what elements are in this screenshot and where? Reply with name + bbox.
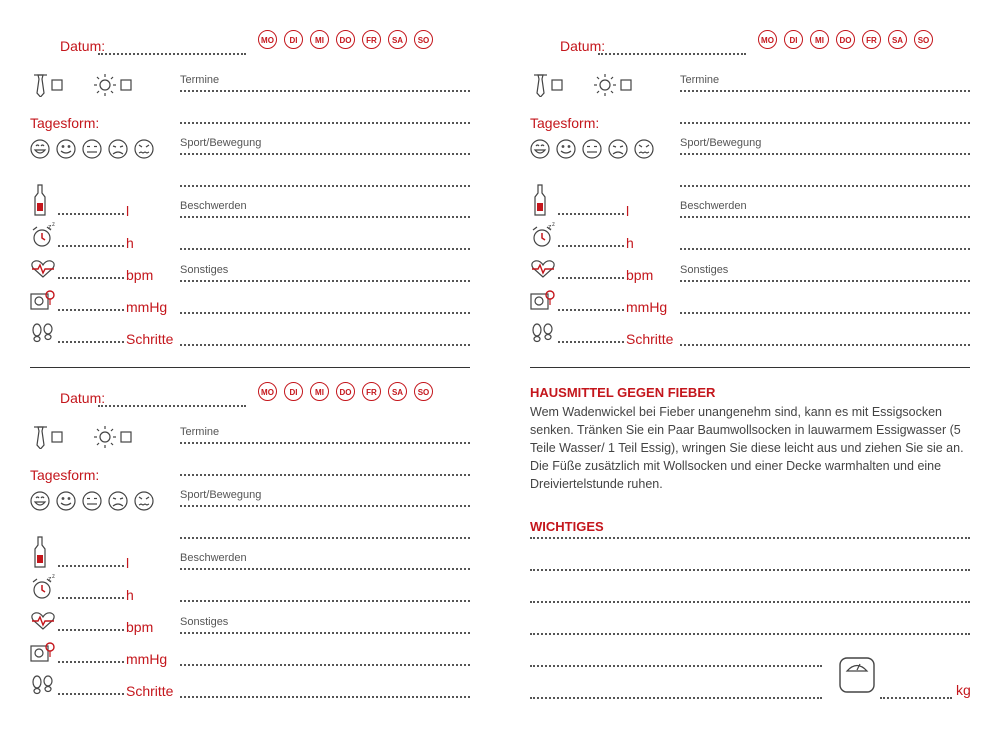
alarm-clock-sleep-icon [30, 221, 58, 249]
other-line-1[interactable] [180, 632, 470, 634]
blood-pressure-field[interactable] [58, 661, 124, 663]
mood-label: Tagesform: [530, 115, 600, 131]
steps-unit: Schritte [126, 331, 174, 347]
liters-unit: l [626, 203, 630, 219]
weekday-sa[interactable]: SA [888, 30, 907, 49]
work-day-icon [529, 73, 565, 97]
water-field[interactable] [58, 213, 124, 215]
weekday-di[interactable]: DI [284, 382, 303, 401]
weekday-so[interactable]: SO [414, 382, 433, 401]
bpm-unit: bpm [126, 619, 154, 635]
appointments-line-1[interactable] [180, 90, 470, 92]
svg-text:z: z [48, 224, 52, 231]
alarm-clock-sleep-icon [30, 573, 58, 601]
date-label: Datum: [60, 38, 106, 54]
kg-unit: kg [956, 682, 971, 698]
tip-text: Wem Wadenwickel bei Fieber unangenehm sind, kann es mit Essigsocken senken. Tränken Sie ein Paar Baumwollsocken in lauwarmem Essigwasser (5 Teile Wasser/ 1 Teil Essig), wringen Sie diese leicht aus und ziehen Sie sie an. Die Füße zusätzlich mit Wollsocken und einer Decke warmhalten und eine Dreiviertelstunde ruhen. [530, 405, 964, 491]
free-day-sun-icon [93, 425, 133, 449]
other-line-2[interactable] [680, 312, 970, 314]
free-day-sun-icon [593, 73, 633, 97]
heart-rate-icon [30, 259, 56, 279]
steps-field[interactable] [58, 693, 124, 695]
svg-text:z: z [52, 574, 55, 580]
steps-unit: Schritte [626, 331, 674, 347]
sport-label: Sport/Bewegung [680, 137, 762, 149]
notes-line-4[interactable] [530, 633, 970, 635]
steps-field[interactable] [58, 341, 124, 343]
liters-unit: l [126, 555, 130, 571]
blood-pressure-icon [30, 289, 56, 311]
mmhg-unit: mmHg [126, 651, 168, 667]
notes-line-6[interactable] [530, 697, 822, 699]
pulse-field[interactable] [558, 277, 624, 279]
svg-text:z: z [548, 224, 552, 231]
notes-line-2[interactable] [530, 569, 970, 571]
notes-line-1[interactable] [530, 537, 970, 539]
weekday-mi[interactable]: MI [810, 30, 829, 49]
weekday-di[interactable]: DI [284, 30, 303, 49]
sleep-field[interactable] [558, 245, 624, 247]
work-day-icon [29, 425, 65, 449]
weekday-so[interactable]: SO [414, 30, 433, 49]
appointments-line-1[interactable] [180, 442, 470, 444]
complaints-line-1[interactable] [680, 216, 970, 218]
water-bottle-icon [30, 535, 50, 569]
date-label: Datum: [60, 390, 106, 406]
other-label: Sonstiges [180, 616, 229, 628]
weekday-do[interactable]: DO [336, 382, 355, 401]
appointments-line-2[interactable] [180, 122, 470, 124]
mmhg-unit: mmHg [626, 299, 668, 315]
alarm-clock-sleep-icon [530, 221, 558, 249]
date-field[interactable] [98, 405, 246, 407]
appointments-line-1[interactable] [680, 90, 970, 92]
complaints-line-1[interactable] [180, 568, 470, 570]
other-line-3[interactable] [180, 696, 470, 698]
weekday-mo[interactable]: MO [758, 30, 777, 49]
complaints-label: Beschwerden [180, 552, 247, 564]
steps-unit: Schritte [126, 683, 174, 699]
appointments-line-2[interactable] [180, 474, 470, 476]
weight-field[interactable] [880, 697, 952, 699]
mood-label: Tagesform: [30, 115, 100, 131]
sport-label: Sport/Bewegung [180, 137, 262, 149]
other-line-3[interactable] [180, 344, 470, 346]
free-day-sun-icon [93, 73, 133, 97]
weekday-mo[interactable]: MO [258, 30, 277, 49]
other-label: Sonstiges [180, 264, 229, 276]
sleep-field[interactable] [58, 597, 124, 599]
mood-faces[interactable] [30, 490, 160, 512]
water-bottle-icon [530, 183, 550, 217]
notes-line-3[interactable] [530, 601, 970, 603]
svg-text:z: z [48, 576, 52, 583]
mmhg-unit: mmHg [126, 299, 168, 315]
blood-pressure-icon [530, 289, 556, 311]
weekday-do[interactable]: DO [836, 30, 855, 49]
other-line-3[interactable] [680, 344, 970, 346]
entry-divider [30, 367, 470, 368]
weekday-mo[interactable]: MO [258, 382, 277, 401]
blood-pressure-field[interactable] [558, 309, 624, 311]
heart-rate-icon [30, 611, 56, 631]
pulse-field[interactable] [58, 277, 124, 279]
mood-faces[interactable] [530, 138, 660, 160]
diary-entry-1 [30, 33, 470, 363]
footsteps-icon [530, 323, 556, 343]
pulse-field[interactable] [58, 629, 124, 631]
mood-faces[interactable] [30, 138, 160, 160]
other-line-1[interactable] [180, 280, 470, 282]
water-bottle-icon [30, 183, 50, 217]
appointments-label: Termine [680, 74, 720, 86]
notes-line-5[interactable] [530, 665, 822, 667]
scale-icon [838, 656, 876, 694]
blood-pressure-icon [30, 641, 56, 663]
bpm-unit: bpm [126, 267, 154, 283]
weekday-fr[interactable]: FR [862, 30, 881, 49]
other-label: Sonstiges [680, 264, 729, 276]
complaints-line-2[interactable] [180, 248, 470, 250]
date-field[interactable] [598, 53, 746, 55]
weekday-mi[interactable]: MI [310, 30, 329, 49]
tip-title: HAUSMITTEL GEGEN FIEBER [530, 385, 716, 400]
work-day-icon [29, 73, 65, 97]
svg-text:z: z [552, 222, 555, 228]
weekday-sa[interactable]: SA [388, 382, 407, 401]
hours-unit: h [126, 235, 134, 251]
weekday-di[interactable]: DI [784, 30, 803, 49]
complaints-label: Beschwerden [180, 200, 247, 212]
weekday-so[interactable]: SO [914, 30, 933, 49]
footsteps-icon [30, 323, 56, 343]
sleep-field[interactable] [58, 245, 124, 247]
weekday-do[interactable]: DO [336, 30, 355, 49]
water-field[interactable] [558, 213, 624, 215]
hours-unit: h [126, 587, 134, 603]
weekday-mi[interactable]: MI [310, 382, 329, 401]
complaints-line-2[interactable] [180, 600, 470, 602]
date-label: Datum: [560, 38, 606, 54]
complaints-line-2[interactable] [680, 248, 970, 250]
complaints-line-1[interactable] [180, 216, 470, 218]
water-field[interactable] [58, 565, 124, 567]
appointments-label: Termine [180, 74, 220, 86]
other-line-2[interactable] [180, 664, 470, 666]
steps-field[interactable] [558, 341, 624, 343]
sport-line-2[interactable] [680, 185, 970, 187]
weekday-fr[interactable]: FR [362, 382, 381, 401]
footsteps-icon [30, 675, 56, 695]
other-line-2[interactable] [180, 312, 470, 314]
liters-unit: l [126, 203, 130, 219]
sport-line-1[interactable] [180, 153, 470, 155]
sport-line-2[interactable] [180, 537, 470, 539]
appointments-line-2[interactable] [680, 122, 970, 124]
heart-rate-icon [530, 259, 556, 279]
hours-unit: h [626, 235, 634, 251]
other-line-1[interactable] [680, 280, 970, 282]
svg-text:z: z [52, 222, 55, 228]
complaints-label: Beschwerden [680, 200, 747, 212]
blood-pressure-field[interactable] [58, 309, 124, 311]
diary-entry-2 [530, 33, 970, 363]
appointments-label: Termine [180, 426, 220, 438]
weekday-sa[interactable]: SA [388, 30, 407, 49]
date-field[interactable] [98, 53, 246, 55]
weekday-fr[interactable]: FR [362, 30, 381, 49]
mood-label: Tagesform: [30, 467, 100, 483]
sport-line-2[interactable] [180, 185, 470, 187]
sport-line-1[interactable] [180, 505, 470, 507]
sport-label: Sport/Bewegung [180, 489, 262, 501]
diary-entry-3 [30, 385, 470, 715]
notes-title: WICHTIGES [530, 519, 604, 534]
sport-line-1[interactable] [680, 153, 970, 155]
bpm-unit: bpm [626, 267, 654, 283]
entry-divider [530, 367, 970, 368]
